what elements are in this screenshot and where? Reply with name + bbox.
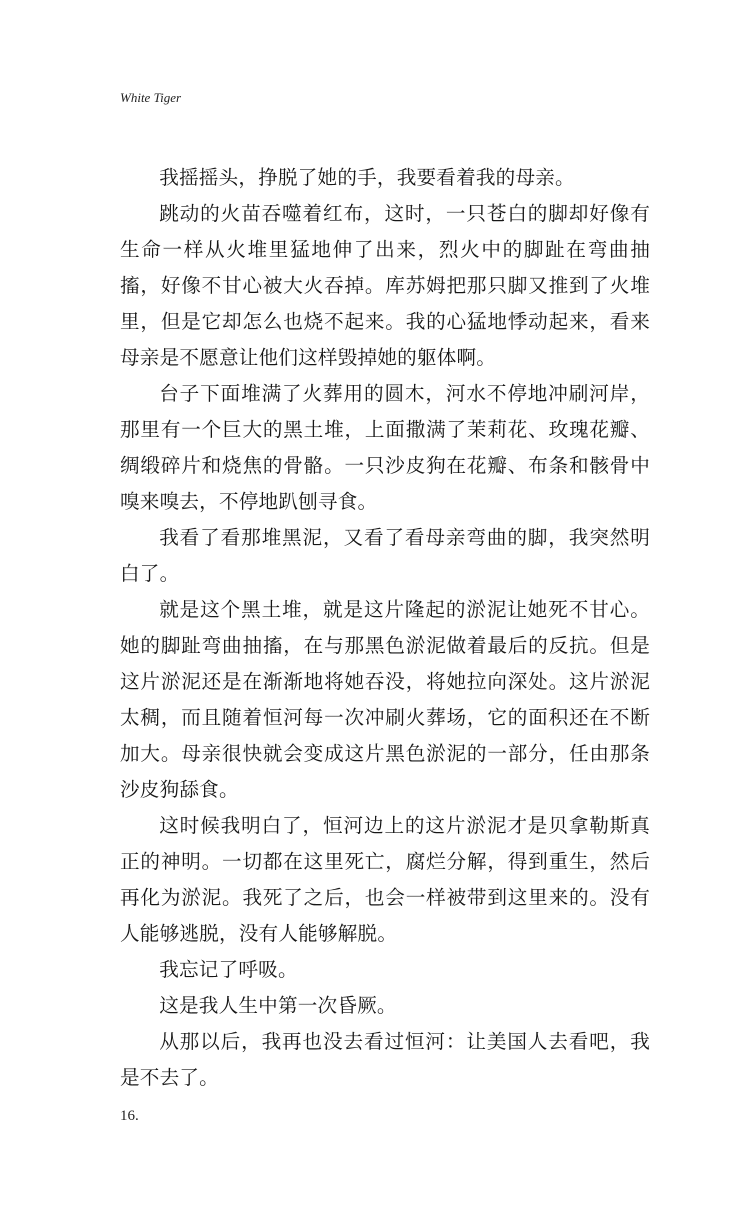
paragraph: 跳动的火苗吞噬着红布，这时，一只苍白的脚却好像有生命一样从火堆里猛地伸了出来，烈火中的脚趾在弯曲抽搐，好像不甘心被大火吞掉。库苏姆把那只脚又推到了火堆里，但是它却怎么也烧不起来。我的心猛地悸动起来，看来母亲是不愿意让他们这样毁掉她的躯体啊。 — [120, 202, 650, 369]
page-number: 16. — [120, 1108, 139, 1124]
paragraph: 我摇摇头，挣脱了她的手，我要看着我的母亲。 — [159, 166, 575, 189]
paragraph: 从那以后，我再也没去看过恒河：让美国人去看吧，我是不去了。 — [120, 1030, 650, 1089]
paragraph: 这时候我明白了，恒河边上的这片淤泥才是贝拿勒斯真正的神明。一切都在这里死亡，腐烂分解，得到重生，然后再化为淤泥。我死了之后，也会一样被带到这里来的。没有人能够逃脱，没有人能够解脱。 — [120, 814, 650, 945]
paragraph: 就是这个黑土堆，就是这片隆起的淤泥让她死不甘心。她的脚趾弯曲抽搐，在与那黑色淤泥做着最后的反抗。但是这片淤泥还是在渐渐地将她吞没，将她拉向深处。这片淤泥太稠，而且随着恒河每一次冲刷火葬场，它的面积还在不断加大。母亲很快就会变成这片黑色淤泥的一部分，任由那条沙皮狗舔食。 — [120, 598, 650, 801]
running-head: White Tiger — [120, 90, 182, 105]
paragraph: 我看了看那堆黑泥，又看了看母亲弯曲的脚，我突然明白了。 — [120, 526, 650, 585]
body-text — [120, 160, 650, 1096]
paragraph: 台子下面堆满了火葬用的圆木，河水不停地冲刷河岸，那里有一个巨大的黑土堆，上面撒满了茉莉花、玫瑰花瓣、绸缎碎片和烧焦的骨骼。一只沙皮狗在花瓣、布条和骸骨中嗅来嗅去，不停地趴刨寻食。 — [120, 382, 650, 513]
paragraph: 这是我人生中第一次昏厥。 — [159, 994, 397, 1017]
paragraph: 我忘记了呼吸。 — [159, 958, 298, 981]
